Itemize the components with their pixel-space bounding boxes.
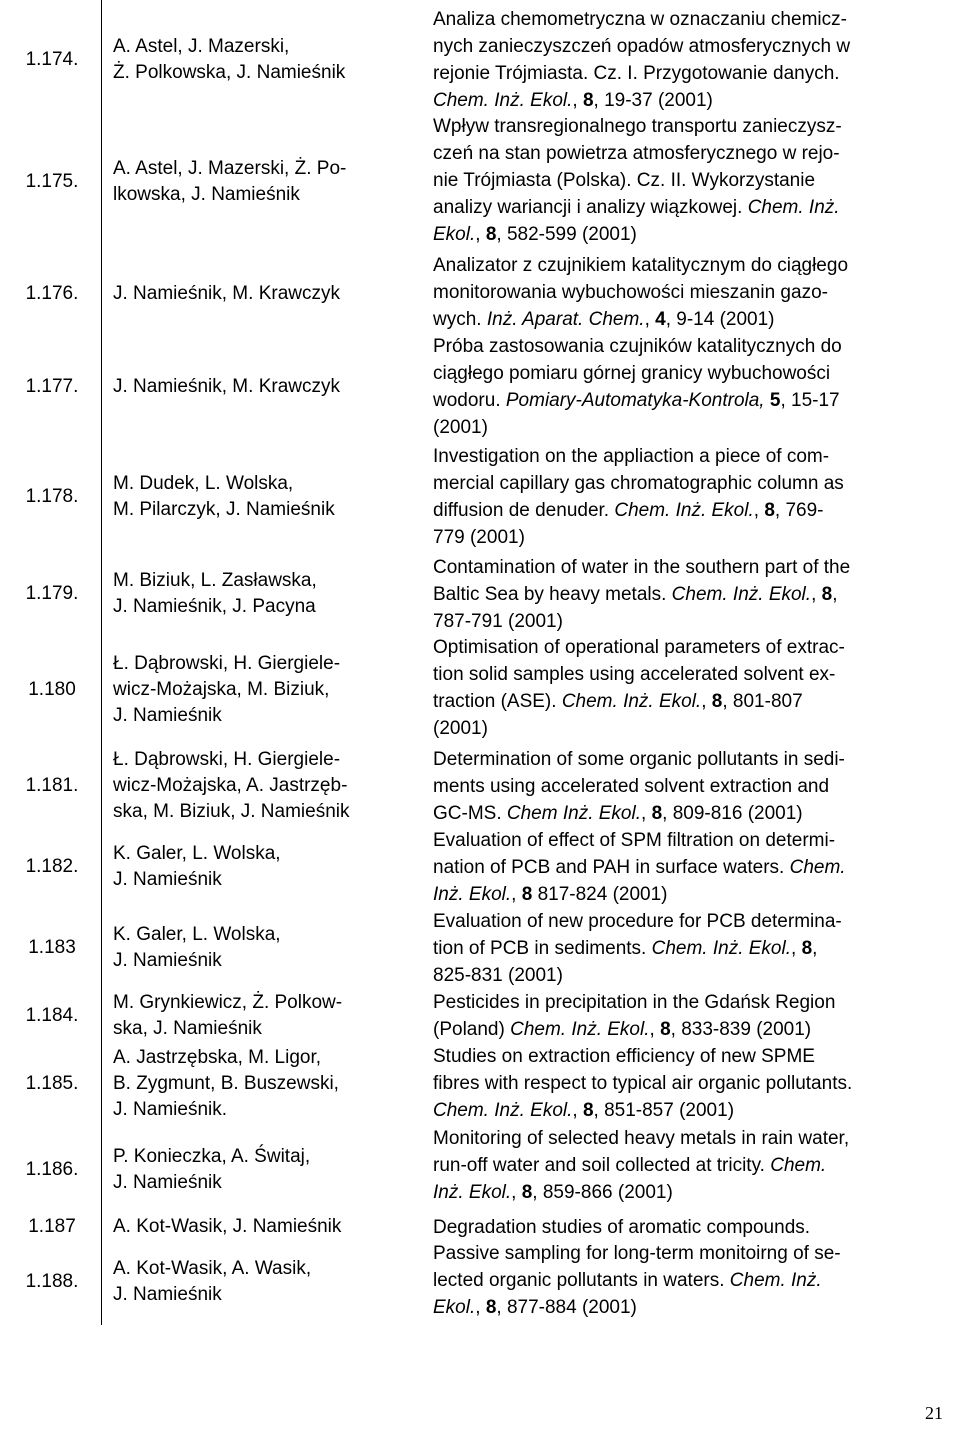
pages-year: 817-824 (2001) — [532, 884, 668, 905]
volume: 8 — [582, 1100, 594, 1121]
separator: , — [701, 691, 712, 712]
citation-title: Evaluation of new procedure for PCB determina- tion of PCB in sediments. — [433, 911, 842, 959]
entry-citation — [433, 333, 953, 441]
citation-title: Degradation studies of aromatic compounds. — [433, 1217, 811, 1238]
entry-authors: J. Namieśnik, M. Krawczyk — [113, 376, 340, 397]
entry-authors: M. Grynkiewicz, Ż. Polkow- ska, J. Namieśnik — [113, 992, 343, 1039]
reference-entry — [0, 908, 960, 988]
entry-number: 1.186. — [25, 1158, 79, 1180]
reference-entry — [0, 333, 960, 441]
citation-title: Próba zastosowania czujników katalitycznych do ciągłego pomiaru górnej granicy wybuchowości wodoru. — [433, 336, 842, 411]
citation-title: Determination of some organic pollutants in sedi- ments using accelerated solvent extraction and GC-MS. — [433, 749, 845, 824]
entry-authors: A. Astel, J. Mazerski, Ż. Po- lkowska, J. Namieśnik — [113, 157, 347, 205]
entry-authors: K. Galer, L. Wolska, J. Namieśnik — [113, 843, 281, 890]
pages-year: , 851-857 (2001) — [593, 1100, 735, 1121]
entry-authors: J. Namieśnik, M. Krawczyk — [113, 283, 340, 304]
pages-year: , 877-884 (2001) — [496, 1297, 637, 1318]
separator: , — [644, 309, 656, 330]
separator: , — [475, 224, 486, 245]
reference-entry — [0, 827, 960, 907]
reference-entry — [0, 1043, 960, 1125]
entry-number: 1.178. — [25, 486, 79, 507]
entry-number: 1.182. — [25, 856, 79, 877]
entry-citation — [433, 252, 953, 333]
citation-title: Optimisation of operational parameters of extrac- tion solid samples using accelerated solvent ex- traction (ASE). — [433, 637, 845, 712]
pages-year: , 15-17 (2001) — [433, 390, 840, 438]
volume: 8 — [801, 938, 813, 959]
entry-number: 1.179. — [25, 583, 79, 604]
volume: 8 — [660, 1019, 671, 1040]
reference-entry — [0, 989, 960, 1043]
journal-name: Chem. Inż. Ekol. — [433, 197, 840, 245]
entry-number: 1.180 — [28, 679, 76, 700]
pages-year: , 859-866 (2001) — [532, 1182, 673, 1203]
volume: 8 — [821, 584, 833, 605]
reference-entry — [0, 1214, 960, 1240]
reference-entry — [0, 746, 960, 826]
entry-citation — [433, 1240, 953, 1321]
entry-number: 1.184. — [25, 1005, 79, 1026]
entry-authors: A. Kot-Wasik, J. Namieśnik — [113, 1216, 342, 1237]
entry-number: 1.185. — [25, 1073, 79, 1094]
journal-name: Chem. Inż. Ekol. — [651, 938, 791, 959]
entry-number: 1.175. — [25, 170, 79, 192]
journal-name: Chem. Inż. Ekol. — [433, 90, 573, 111]
journal-name: Chem. Inż. Ekol. — [614, 500, 754, 521]
entry-citation — [433, 827, 953, 908]
entry-authors: Ł. Dąbrowski, H. Giergiele- wicz-Możajska, M. Biziuk, J. Namieśnik — [113, 653, 341, 726]
entry-authors: K. Galer, L. Wolska, J. Namieśnik — [113, 924, 281, 971]
separator: , — [572, 90, 583, 111]
separator: , — [511, 1182, 522, 1203]
separator: , — [811, 584, 822, 605]
separator: , — [649, 1019, 661, 1040]
entry-number: 1.174. — [25, 49, 79, 70]
reference-entry — [0, 113, 960, 250]
journal-name: Chem. Inż. Ekol. — [433, 857, 846, 905]
pages-year: , 833-839 (2001) — [670, 1019, 812, 1040]
citation-title: Passive sampling for long-term monitoirng of se- lected organic pollutants in waters. — [433, 1243, 841, 1291]
entry-authors: M. Biziuk, L. Zasławska, J. Namieśnik, J. Pacyna — [113, 570, 317, 617]
entry-citation — [433, 1214, 953, 1241]
citation-title: Evaluation of effect of SPM filtration on determi- nation of PCB and PAH in surface waters. — [433, 830, 836, 878]
citation-title: Investigation on the appliaction a piece of com- mercial capillary gas chromatographic column as diffusion de denuder. — [433, 446, 844, 521]
citation-title: Monitoring of selected heavy metals in rain water, run-off water and soil collected at tricity. — [433, 1128, 850, 1176]
citation-title: Analiza chemometryczna w oznaczaniu chemicz- nych zanieczyszczeń opadów atmosferycznych w rejonie Trójmiasta. Cz. I. Przygotowanie danych. — [433, 9, 851, 84]
pages-year: , 801-807 (2001) — [433, 691, 803, 739]
entry-citation — [433, 6, 953, 114]
entry-number: 1.177. — [25, 376, 79, 397]
volume: 8 — [485, 224, 497, 245]
entry-citation — [433, 908, 953, 989]
journal-name: Chem. Inż. Ekol. — [561, 691, 702, 712]
journal-name: Chem. Inż. Ekol. — [510, 1019, 650, 1040]
entry-citation — [433, 443, 953, 551]
separator: , — [511, 884, 522, 905]
entry-number: 1.187 — [28, 1216, 76, 1237]
entry-number: 1.183 — [28, 937, 76, 958]
page-number: 21 — [925, 1403, 943, 1423]
pages-year: , 825-831 (2001) — [433, 938, 818, 986]
separator: , — [475, 1297, 486, 1318]
volume: 8 — [764, 500, 775, 521]
journal-name: Chem. Inż. Ekol. — [671, 584, 812, 605]
volume: 4 — [655, 309, 666, 330]
reference-entry — [0, 554, 960, 634]
pages-year: , 19-37 (2001) — [593, 90, 713, 111]
entry-authors: P. Konieczka, A. Świtaj, J. Namieśnik — [113, 1145, 311, 1193]
reference-entry — [0, 252, 960, 336]
journal-name: Chem. Inż. Ekol. — [433, 1100, 573, 1121]
pages-year: , 9-14 (2001) — [665, 309, 775, 330]
pages-year: , 809-816 (2001) — [662, 803, 803, 824]
reference-entry — [0, 6, 960, 114]
pages-year: , 582-599 (2001) — [496, 224, 637, 245]
citation-title: Studies on extraction efficiency of new SPME fibres with respect to typical air organic pollutants. — [433, 1046, 853, 1094]
entry-citation — [433, 1043, 953, 1124]
volume: 8 — [582, 90, 594, 111]
pages-year: , 769- 779 (2001) — [433, 500, 824, 548]
reference-entry — [0, 443, 960, 551]
entry-number: 1.188. — [25, 1271, 79, 1292]
volume: 8 — [485, 1297, 497, 1318]
entry-citation — [433, 634, 953, 742]
volume: 8 — [521, 1182, 533, 1203]
entry-citation — [433, 1125, 953, 1206]
reference-entry — [0, 634, 960, 746]
entry-authors: Ł. Dąbrowski, H. Giergiele- wicz-Możajska, A. Jastrzęb- ska, M. Biziuk, J. Namieśnik — [113, 749, 350, 822]
volume: 8 — [521, 884, 533, 905]
separator: , — [791, 938, 802, 959]
journal-name: Inż. Aparat. Chem. — [486, 309, 645, 330]
citation-title: Wpływ transregionalnego transportu zanieczysz- czeń na stan powietrza atmosferycznego w rejo- nie Trójmiasta (Polska). Cz. II. Wykorzystanie analizy wariancji i analizy wiązkowej. — [433, 116, 842, 218]
pages-year: , 787-791 (2001) — [433, 584, 838, 632]
entry-authors: A. Kot-Wasik, A. Wasik, J. Namieśnik — [113, 1258, 312, 1305]
journal-name: Chem. Inż. Ekol. — [433, 1270, 822, 1318]
reference-entry — [0, 1240, 960, 1324]
entry-number: 1.181. — [25, 775, 79, 796]
journal-name: Chem Inż. Ekol. — [506, 803, 641, 824]
volume: 8 — [711, 691, 723, 712]
entry-authors: M. Dudek, L. Wolska, M. Pilarczyk, J. Namieśnik — [113, 473, 335, 520]
entry-citation — [433, 746, 953, 827]
citation-title: Pesticides in precipitation in the Gdańsk Region (Poland) — [433, 992, 836, 1040]
journal-name: Pomiary-Automatyka-Kontrola, — [505, 390, 765, 411]
separator: , — [641, 803, 652, 824]
separator: , — [572, 1100, 583, 1121]
entry-number: 1.176. — [25, 283, 79, 304]
citation-title: Analizator z czujnikiem katalitycznym do ciągłego monitorowania wybuchowości mieszanin gazo- wych. — [433, 255, 849, 330]
entry-authors: A. Astel, J. Mazerski, Ż. Polkowska, J. Namieśnik — [113, 36, 346, 83]
entry-citation — [433, 554, 953, 635]
journal-name: Chem. Inż. Ekol. — [433, 1155, 827, 1203]
entry-authors: A. Jastrzębska, M. Ligor, B. Zygmunt, B. Buszewski, J. Namieśnik. — [113, 1047, 339, 1120]
separator: , — [753, 500, 765, 521]
reference-entry — [0, 1125, 960, 1214]
entry-citation — [433, 989, 953, 1043]
volume: 8 — [651, 803, 663, 824]
entry-citation — [433, 113, 953, 248]
volume: 5 — [769, 390, 781, 411]
citation-title: Contamination of water in the southern part of the Baltic Sea by heavy metals. — [433, 557, 851, 605]
